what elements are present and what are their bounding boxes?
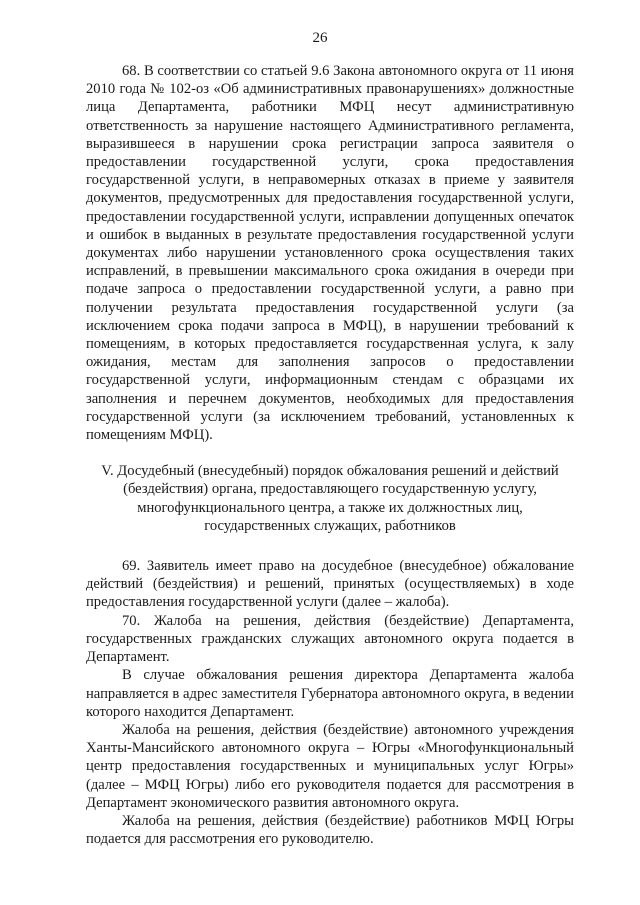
paragraph-mfc-workers-complaint: Жалоба на решения, действия (бездействие) работников МФЦ Югры подается для рассмотрения его руководителю. [86,812,574,848]
section-heading: V. Досудебный (внесудебный) порядок обжалования решений и действий (бездействия) органа, предоставляющего государственную услугу, многофункционального центра, а также их должностных лиц, государственных служащих, работников [101,463,559,534]
page-number: 26 [312,30,328,46]
paragraph-director-complaint: В случае обжалования решения директора Департамента жалоба направляется в адрес заместителя Губернатора автономного округа, в ведении которого находится Департамент. [86,667,574,720]
document-body [86,62,574,848]
paragraph-70: 70. Жалоба на решения, действия (бездействие) Департамента, государственных гражданских служащих автономного округа подается в Департамент. [86,612,574,666]
paragraph-69: 69. Заявитель имеет право на досудебное (внесудебное) обжалование действий (бездействия) и решений, принятых (осуществляемых) в ходе предоставления государственной услуги (далее – жалоба). [86,558,574,611]
paragraph-mfc-complaint: Жалоба на решения, действия (бездействие) автономного учреждения Ханты-Мансийского автономного округа – Югры «Многофункциональный центр предоставления государственных и муниципальных услуг Югры» (далее – МФЦ Югры) либо его руководителя подается для рассмотрения в Департамент экономического развития автономного округа. [86,721,574,811]
paragraph-68: 68. В соответствии со статьей 9.6 Закона автономного округа от 11 июня 2010 года № 102-оз «Об административных правонарушениях» должностные лица Департамента, работники МФЦ несут административную ответственность за нарушение настоящего Административного регламента, выразившееся в нарушении срока регистрации запроса заявителя о предоставлении государственной услуги, срока предоставления государственной услуги, в неправомерных отказах в приеме у заявителя документов, предусмотренных для предоставления государственной услуги, предоставлении государственной услуги, исправлении допущенных опечаток и ошибок в выданных в результате предоставления государственной услуги документах либо нарушении установленного срока осуществления таких исправлений, в превышении максимального срока ожидания в очереди при подаче запроса о предоставлении государственной услуги, а равно при получении результата предоставления государственной услуги (за исключением срока подачи запроса в МФЦ), в нарушении требований к помещениям, в которых предоставляется государственная услуга, к залу ожидания, местам для заполнения запросов о предоставлении государственной услуги, информационным стендам с образцами их заполнения и перечнем документов, необходимых для предоставления государственной услуги (за исключением требований, установленных к помещениям МФЦ). [86,63,574,444]
